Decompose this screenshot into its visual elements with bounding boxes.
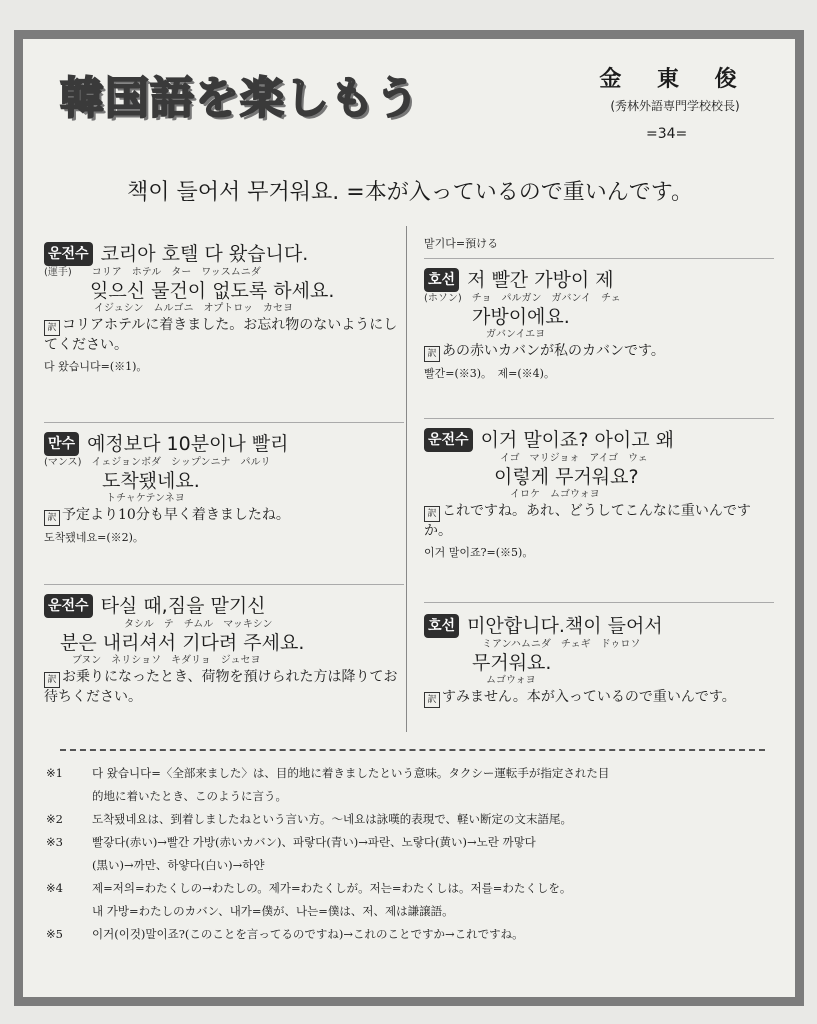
translation: 訳 あの赤いカバンが私のカバンです。 bbox=[424, 342, 665, 362]
korean-text: 코리아 호텔 다 왔습니다. bbox=[100, 243, 309, 265]
footnote-number: ※3 bbox=[46, 835, 63, 849]
note: 도착됐네요=(※2)。 bbox=[44, 531, 144, 544]
author-block bbox=[585, 62, 765, 114]
dialogue-block bbox=[424, 614, 736, 708]
section-separator bbox=[44, 422, 404, 423]
author-name: 金 東 俊 bbox=[599, 66, 751, 92]
reading: イロケ ムゴウォヨ bbox=[510, 489, 600, 500]
korean-text: 무거워요. bbox=[472, 652, 552, 674]
footnote-number: ※5 bbox=[46, 927, 63, 941]
translation: 訳 コリアホテルに着きました。お忘れ物のないようにしてください。 bbox=[44, 317, 398, 353]
dialogue-block bbox=[424, 428, 769, 561]
speaker-badge: 호선 bbox=[424, 614, 459, 638]
reading: (ホソン) チョ パルガン ガバンイ チェ bbox=[424, 293, 621, 304]
translation: 訳 お乗りになったとき、荷物を預けられた方は降りてお待ちください。 bbox=[44, 669, 398, 705]
korean-text: 분은 내리셔서 기다려 주세요. bbox=[60, 632, 305, 654]
footnote: ※5 이거(이것)말이죠?(このことを言ってるのですね)→これのことですか→これですね。 bbox=[42, 923, 772, 946]
footnote: ※2 도착됐네요は、到着しましたねという言い方。～네요は詠嘆的表現で、軽い断定の文末語尾。 bbox=[42, 808, 772, 831]
dialogue-line bbox=[424, 428, 769, 452]
reading: (マンス) イェジョンボダ シップンニナ パルリ bbox=[44, 457, 271, 468]
dialogue-block bbox=[44, 242, 399, 375]
note: 빨간=(※3)。 제=(※4)。 bbox=[424, 367, 555, 380]
headline-sentence: 책이 들어서 무거워요. =本が入っているので重いんです。 bbox=[127, 180, 693, 205]
translation: 訳 これですね。あれ、どうしてこんなに重いんですか。 bbox=[424, 503, 751, 539]
korean-text: 가방이에요. bbox=[472, 306, 570, 328]
dialogue-block bbox=[424, 268, 665, 382]
translation-mark-icon: 訳 bbox=[44, 320, 60, 336]
reading: ガバンイエヨ bbox=[486, 329, 546, 340]
korean-text: 이렇게 무거워요? bbox=[494, 466, 639, 488]
section-separator bbox=[424, 418, 774, 419]
reading: ムゴウォヨ bbox=[486, 675, 536, 686]
translation-mark-icon: 訳 bbox=[424, 692, 440, 708]
footnote-number: ※2 bbox=[46, 812, 63, 826]
author-role: (秀林外語専門学校校長) bbox=[610, 99, 740, 113]
reading: イゴ マリジョォ アイゴ ウェ bbox=[500, 453, 648, 464]
korean-text: 이거 말이죠? 아이고 왜 bbox=[480, 429, 674, 451]
reading: ブヌン ネリショソ キダリョ ジュセヨ bbox=[72, 655, 261, 666]
dialogue-line bbox=[44, 242, 399, 266]
speaker-badge: 운전수 bbox=[424, 428, 473, 452]
dialogue-line bbox=[424, 614, 736, 638]
korean-text: 미안합니다.책이 들어서 bbox=[467, 615, 663, 637]
footnotes bbox=[42, 762, 772, 946]
note: 다 왔습니다=(※1)。 bbox=[44, 360, 148, 373]
section-separator bbox=[424, 258, 774, 259]
translation-mark-icon: 訳 bbox=[44, 672, 60, 688]
column-divider bbox=[406, 226, 407, 732]
translation: 訳 予定より10分も早く着きましたね。 bbox=[44, 506, 399, 526]
note bbox=[424, 232, 498, 252]
reading: トチャケテンネヨ bbox=[106, 493, 185, 504]
speaker-badge: 운전수 bbox=[44, 594, 93, 618]
translation-mark-icon: 訳 bbox=[44, 510, 60, 526]
korean-text: 도착됐네요. bbox=[102, 470, 200, 492]
reading: イジュシン ムルゴニ オプトロッ カセヨ bbox=[94, 303, 294, 314]
dialogue-line bbox=[44, 594, 399, 618]
footnote: ※3 빨갛다(赤い)→빨간 가방(赤いカバン)、파랗다(青い)→파란、노랗다(黄い)→노란 까맣다 (黒い)→까만、하얗다(白い)→하얀 bbox=[42, 831, 772, 877]
dialogue-line bbox=[44, 432, 399, 456]
speaker-badge: 호선 bbox=[424, 268, 459, 292]
korean-text: 타실 때,짐을 맡기신 bbox=[100, 595, 266, 617]
section-separator bbox=[424, 602, 774, 603]
footnote-number: ※1 bbox=[46, 766, 63, 780]
translation-mark-icon: 訳 bbox=[424, 346, 440, 362]
footnote: ※4 제=저의=わたくしの→わたしの。제가=わたくしが。저는=わたくしは。저를=わたくしを。 내 가방=わたしのカバン、내가=僕が、나는=僕は、저、제は謙譲語。 bbox=[42, 877, 772, 923]
translation: 訳 すみません。本が入っているので重いんです。 bbox=[424, 688, 736, 708]
issue-number: =34= bbox=[646, 126, 688, 142]
dialogue-block bbox=[44, 432, 399, 546]
footnote: ※1 다 왔습니다=〈全部来ました〉は、目的地に着きましたという意味。タクシー運転手が指定された目 的地に着いたとき、このように言う。 bbox=[42, 762, 772, 808]
vocab-note: 맡기다=預ける bbox=[424, 237, 499, 250]
translation-mark-icon: 訳 bbox=[424, 506, 440, 522]
korean-text: 잊으신 물건이 없도록 하세요. bbox=[90, 280, 335, 302]
reading: (運手) コリア ホテル ター ワッスムニダ bbox=[44, 267, 261, 278]
column-title: 韓国語を楽しもう bbox=[60, 73, 420, 124]
section-separator bbox=[44, 584, 404, 585]
reading: ミアンハムニダ チェギ ドゥロソ bbox=[482, 639, 641, 650]
note: 이거 말이죠?=(※5)。 bbox=[424, 546, 534, 559]
footnote-number: ※4 bbox=[46, 881, 63, 895]
reading: タシル テ チムル マッキシン bbox=[124, 619, 273, 630]
dialogue-line bbox=[424, 268, 665, 292]
speaker-badge: 만수 bbox=[44, 432, 79, 456]
korean-text: 예정보다 10분이나 빨리 bbox=[87, 433, 289, 455]
dialogue-block bbox=[44, 594, 399, 707]
speaker-badge: 운전수 bbox=[44, 242, 93, 266]
korean-text: 저 빨간 가방이 제 bbox=[467, 269, 614, 291]
dashed-separator bbox=[60, 749, 765, 751]
